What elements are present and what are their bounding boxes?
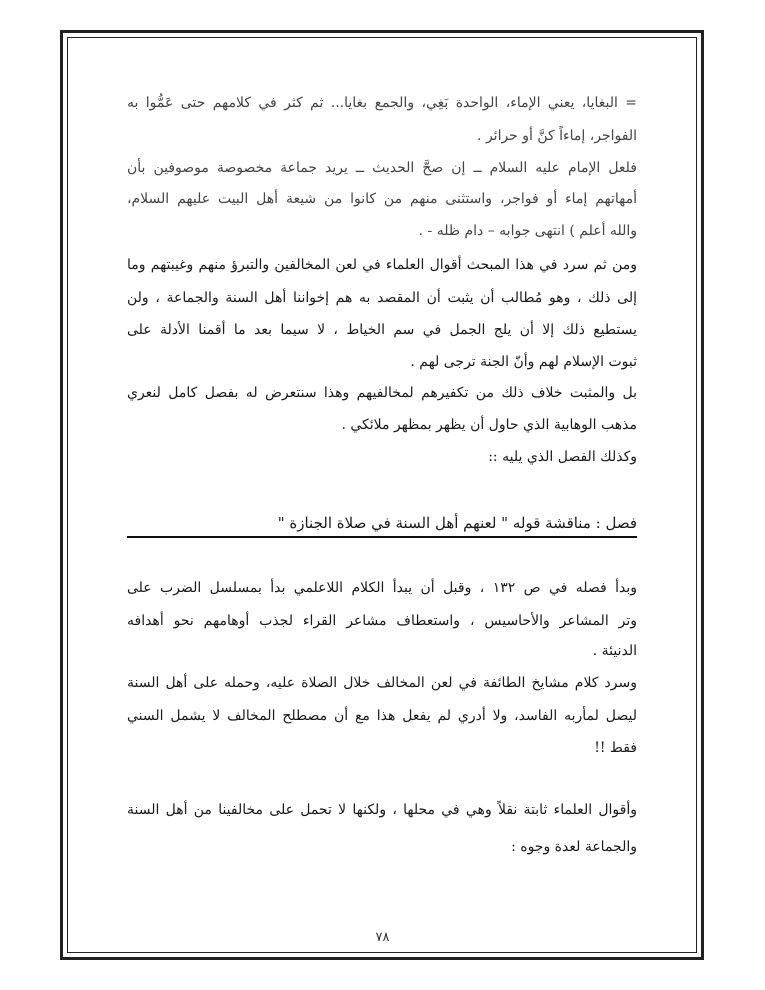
text-line: وكذلك الفصل الذي يليه :: bbox=[488, 449, 637, 465]
text-line: الدنيئة . bbox=[592, 643, 637, 659]
text-line: مذهب الوهابية الذي حاول أن يظهر بمظهر ملائكي . bbox=[341, 417, 637, 433]
text-line: والله أعلم ) انتهى جوابه – دام ظله - . bbox=[418, 223, 637, 239]
text-line: أمهاتهم إماء أو فواجر، واستثنى منهم من كانوا من شيعة أهل البيت عليهم السلام، bbox=[127, 191, 637, 207]
text-line: بل والمثبت خلاف ذلك من تكفيرهم لمخالفيهم وهذا سنتعرض له بفصل كامل لنعري bbox=[127, 385, 637, 401]
section-heading: فصل : مناقشة قوله " لعنهم أهل السنة في صلاة الجنازة " bbox=[127, 510, 637, 538]
text-line: وسرد كلام مشايخ الطائفة في لعن المخالف خلال الصلاة عليه، وحمله على أهل السنة bbox=[127, 675, 637, 691]
text-line: إلى ذلك ، وهو مُطالب أن يثبت أن المقصد به هم إخواننا أهل السنة والجماعة ، ولن bbox=[127, 290, 637, 306]
text-line: فقط !! bbox=[594, 740, 637, 756]
text-line: ليصل لمأربه الفاسد، ولا أدري لم يفعل هذا مع أن مصطلح المخالف لا يشمل السني bbox=[127, 708, 637, 724]
text-line: ثبوت الإسلام لهم وأنّ الجنة ترجى لهم . bbox=[410, 354, 637, 370]
text-line: وبدأ فصله في ص ١٣٢ ، وقبل أن يبدأ الكلام اللاعلمي بدأ بمسلسل الضرب على bbox=[127, 580, 637, 596]
page-number: ٧٨ bbox=[375, 930, 390, 945]
text-line: وتر المشاعر والأحاسيس ، واستعطاف مشاعر القراء لجذب أوهامهم نحو أهدافه bbox=[127, 613, 637, 629]
text-line: = البغايا، يعني الإماء، الواحدة بَغِي، والجمع بغايا... ثم كثر في كلامهم حتى عَمُّوا به bbox=[127, 95, 637, 111]
text-line: الفواجر، إماءاً كنَّ أو حرائر . bbox=[477, 128, 637, 144]
text-line: ومن ثم سرد في هذا المبحث أقوال العلماء في لعن المخالفين والتبرؤ منهم وغيبتهم وما bbox=[127, 257, 637, 273]
text-line: يستطيع ذلك إلا أن يلج الجمل في سم الخياط ، لا سيما بعد ما أقمنا الأدلة على bbox=[127, 322, 637, 338]
text-line: فلعل الإمام عليه السلام ــ إن صحَّ الحديث ــ يريد جماعة مخصوصة موصوفين بأن bbox=[127, 160, 637, 176]
text-line: والجماعة لعدة وجوه : bbox=[511, 839, 637, 855]
text-line: وأقوال العلماء ثابتة نقلاً وهي في محلها ، ولكنها لا تحمل على مخالفينا من أهل السنة bbox=[127, 802, 637, 818]
